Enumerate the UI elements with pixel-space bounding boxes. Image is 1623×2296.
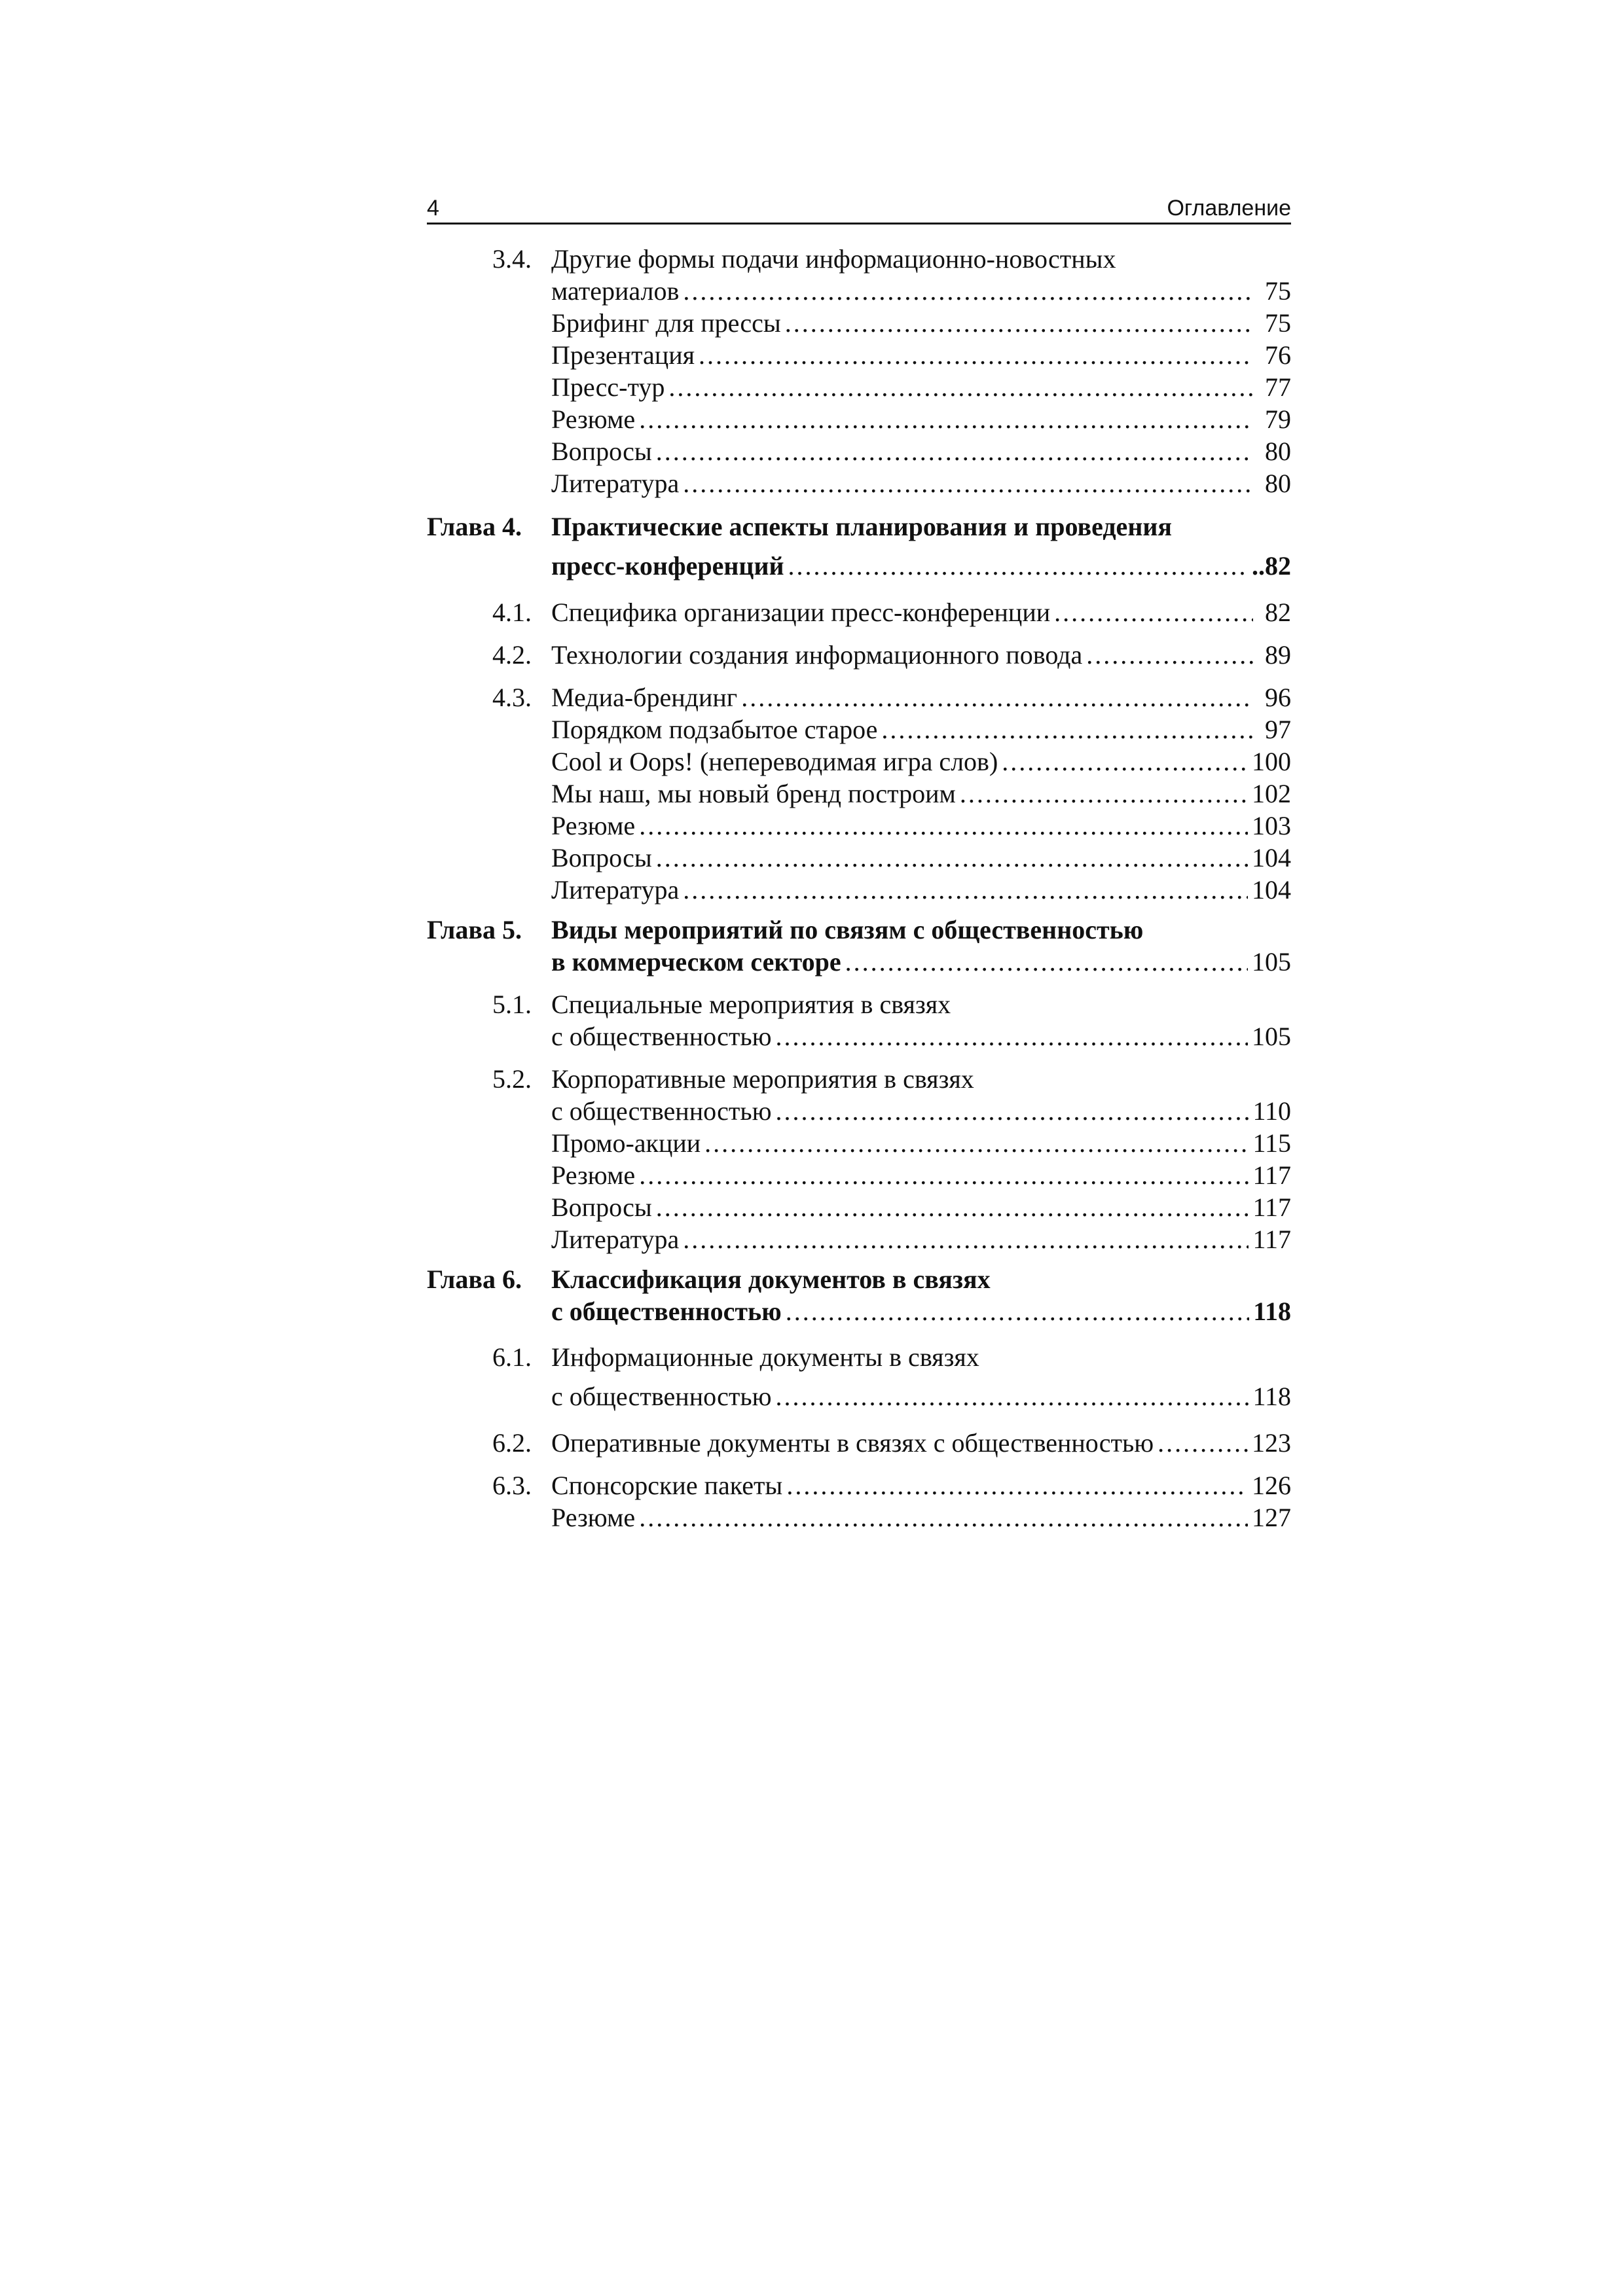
dot-leader xyxy=(786,1469,1248,1501)
toc-page: 117 xyxy=(1252,1160,1291,1190)
toc-page: ..82 xyxy=(1252,551,1291,581)
toc-number: 4.2. xyxy=(492,640,532,670)
toc-line xyxy=(551,946,1291,978)
toc-title: Резюме xyxy=(551,1503,636,1532)
toc-page: 100 xyxy=(1252,747,1291,776)
dot-leader xyxy=(775,1020,1248,1052)
toc-entry-6-3 xyxy=(427,1469,1291,1534)
toc-number: 4.1. xyxy=(492,598,532,627)
toc-title: Cool и Oops! (непереводимая игра слов) xyxy=(551,747,998,776)
toc-title: Специальные мероприятия в связях xyxy=(551,990,951,1019)
toc-page: 102 xyxy=(1252,779,1291,808)
toc-entry-5-1 xyxy=(427,988,1291,1052)
chapter-title: пресс-конференций xyxy=(551,551,784,581)
dot-leader xyxy=(785,307,1253,339)
toc-line xyxy=(551,1338,1291,1377)
dot-leader xyxy=(683,275,1253,307)
chapter-number: Глава 4. xyxy=(427,512,522,541)
toc-entry-4-1 xyxy=(427,596,1291,628)
toc-subentry xyxy=(551,810,1291,842)
toc-page: 80 xyxy=(1265,469,1291,498)
toc-title: с общественностью xyxy=(551,1382,772,1411)
dot-leader xyxy=(1002,745,1248,778)
toc-page: 97 xyxy=(1265,715,1291,744)
toc-page: 104 xyxy=(1252,875,1291,905)
toc-title: Информационные документы в связях xyxy=(551,1342,979,1372)
toc-number: 6.1. xyxy=(492,1342,532,1372)
dot-leader xyxy=(786,1295,1249,1327)
toc-title: Резюме xyxy=(551,811,636,840)
toc-page: 104 xyxy=(1252,843,1291,872)
toc-subentry xyxy=(551,307,1291,339)
toc-subentry xyxy=(551,1501,1291,1534)
toc-line xyxy=(551,1377,1291,1416)
toc-number: 5.1. xyxy=(492,990,532,1019)
chapter-title: Классификация документов в связях xyxy=(551,1265,991,1294)
toc-line xyxy=(551,1095,1291,1127)
toc-line xyxy=(551,681,1291,713)
toc-title: Оперативные документы в связях с общественностью xyxy=(551,1428,1154,1458)
chapter-title: Практические аспекты планирования и проведения xyxy=(551,512,1173,541)
toc-page: 110 xyxy=(1252,1096,1291,1126)
toc-title: Резюме xyxy=(551,1160,636,1190)
toc-title: материалов xyxy=(551,276,680,306)
toc-title: Медиа-брендинг xyxy=(551,683,738,712)
toc-subentry xyxy=(551,1159,1291,1191)
toc-page: 117 xyxy=(1252,1225,1291,1254)
toc-line xyxy=(551,1263,1291,1295)
toc-page: 75 xyxy=(1265,276,1291,306)
toc-subentry xyxy=(551,1191,1291,1223)
toc-chapter-5 xyxy=(427,914,1291,978)
toc-page: 75 xyxy=(1265,308,1291,338)
toc-page: 115 xyxy=(1252,1128,1291,1158)
toc-page: 80 xyxy=(1265,437,1291,466)
dot-leader xyxy=(1158,1427,1248,1459)
toc-title: Презентация xyxy=(551,340,695,370)
toc-page: 82 xyxy=(1265,598,1291,627)
toc-entry-3-4 xyxy=(427,243,1291,499)
toc-line xyxy=(551,596,1291,628)
toc-entry-4-2 xyxy=(427,639,1291,671)
page-number: 4 xyxy=(427,196,439,221)
toc-title: Вопросы xyxy=(551,843,652,872)
dot-leader xyxy=(704,1127,1249,1159)
toc-line xyxy=(551,507,1291,547)
toc-line xyxy=(551,547,1291,586)
toc-number: 6.3. xyxy=(492,1471,532,1500)
dot-leader xyxy=(639,810,1248,842)
toc-title: Литература xyxy=(551,875,680,905)
toc-subentry xyxy=(551,745,1291,778)
toc-subentry xyxy=(551,467,1291,499)
dot-leader xyxy=(775,1095,1249,1127)
dot-leader xyxy=(741,681,1253,713)
toc-subentry xyxy=(551,1127,1291,1159)
toc-title: Специфика организации пресс-конференции xyxy=(551,598,1051,627)
dot-leader xyxy=(683,467,1253,499)
dot-leader xyxy=(699,339,1253,371)
book-page xyxy=(427,192,1291,1534)
toc-page: 76 xyxy=(1265,340,1291,370)
toc-number: 5.2. xyxy=(492,1064,532,1094)
toc-page: 118 xyxy=(1253,1297,1291,1326)
toc-title: Литература xyxy=(551,469,680,498)
toc-page: 105 xyxy=(1252,1022,1291,1051)
toc-page: 117 xyxy=(1252,1193,1291,1222)
chapter-number: Глава 5. xyxy=(427,915,522,944)
toc-title: Вопросы xyxy=(551,437,652,466)
toc-chapter-4 xyxy=(427,507,1291,586)
toc-subentry xyxy=(551,403,1291,435)
toc-subentry xyxy=(551,874,1291,906)
toc-line xyxy=(551,1469,1291,1501)
dot-leader xyxy=(1054,596,1253,628)
toc-subentry xyxy=(551,339,1291,371)
toc-title: Пресс-тур xyxy=(551,372,665,402)
toc-line xyxy=(551,1295,1291,1327)
toc-line xyxy=(551,988,1291,1020)
dot-leader xyxy=(639,1159,1249,1191)
toc-line xyxy=(551,243,1291,275)
toc-page: 96 xyxy=(1265,683,1291,712)
toc-entry-6-2 xyxy=(427,1427,1291,1459)
running-head-title: Оглавление xyxy=(1167,196,1291,221)
toc-title: Технологии создания информационного повода xyxy=(551,640,1083,670)
dot-leader xyxy=(1086,639,1253,671)
dot-leader xyxy=(683,1223,1249,1255)
toc-title: с общественностью xyxy=(551,1096,772,1126)
chapter-title: с общественностью xyxy=(551,1297,782,1326)
toc-subentry xyxy=(551,371,1291,403)
toc-title: Корпоративные мероприятия в связях xyxy=(551,1064,974,1094)
toc-line xyxy=(551,1427,1291,1459)
toc-entry-5-2 xyxy=(427,1063,1291,1255)
dot-leader xyxy=(775,1377,1249,1416)
toc-page: 127 xyxy=(1252,1503,1291,1532)
toc-title: Мы наш, мы новый бренд построим xyxy=(551,779,956,808)
dot-leader xyxy=(656,435,1253,467)
toc-page: 118 xyxy=(1252,1382,1291,1411)
dot-leader xyxy=(656,842,1248,874)
toc-line xyxy=(551,275,1291,307)
toc-title: Брифинг для прессы xyxy=(551,308,781,338)
chapter-number: Глава 6. xyxy=(427,1265,522,1294)
toc-line xyxy=(551,1063,1291,1095)
toc-title: Порядком подзабытое старое xyxy=(551,715,878,744)
toc-title: Литература xyxy=(551,1225,680,1254)
toc-page: 79 xyxy=(1265,404,1291,434)
toc-page: 77 xyxy=(1265,372,1291,402)
running-head xyxy=(427,192,1291,224)
chapter-title: Виды мероприятий по связям с общественностью xyxy=(551,915,1144,944)
dot-leader xyxy=(668,371,1253,403)
toc-title: Резюме xyxy=(551,404,636,434)
toc-subentry xyxy=(551,1223,1291,1255)
toc-number: 3.4. xyxy=(492,244,532,274)
toc-title: Промо-акции xyxy=(551,1128,701,1158)
toc-title: Вопросы xyxy=(551,1193,652,1222)
toc-line xyxy=(551,914,1291,946)
toc-chapter-6 xyxy=(427,1263,1291,1327)
toc-number: 6.2. xyxy=(492,1428,532,1458)
dot-leader xyxy=(639,1501,1248,1534)
dot-leader xyxy=(656,1191,1249,1223)
toc-entry-6-1 xyxy=(427,1338,1291,1416)
toc-page: 89 xyxy=(1265,640,1291,670)
toc-title: Другие формы подачи информационно-новостных xyxy=(551,244,1116,274)
toc-title: с общественностью xyxy=(551,1022,772,1051)
dot-leader xyxy=(960,778,1248,810)
toc-page: 105 xyxy=(1252,947,1291,977)
chapter-title: в коммерческом секторе xyxy=(551,947,841,977)
table-of-contents xyxy=(427,243,1291,1534)
toc-subentry xyxy=(551,713,1291,745)
dot-leader xyxy=(881,713,1253,745)
toc-line xyxy=(551,639,1291,671)
toc-subentry xyxy=(551,842,1291,874)
toc-subentry xyxy=(551,778,1291,810)
dot-leader xyxy=(845,946,1248,978)
toc-number: 4.3. xyxy=(492,683,532,712)
toc-subentry xyxy=(551,435,1291,467)
dot-leader xyxy=(683,874,1248,906)
toc-entry-4-3 xyxy=(427,681,1291,906)
dot-leader xyxy=(639,403,1253,435)
toc-title: Спонсорские пакеты xyxy=(551,1471,783,1500)
toc-page: 123 xyxy=(1252,1428,1291,1458)
toc-page: 103 xyxy=(1252,811,1291,840)
toc-page: 126 xyxy=(1252,1471,1291,1500)
dot-leader xyxy=(788,547,1248,586)
toc-line xyxy=(551,1020,1291,1052)
